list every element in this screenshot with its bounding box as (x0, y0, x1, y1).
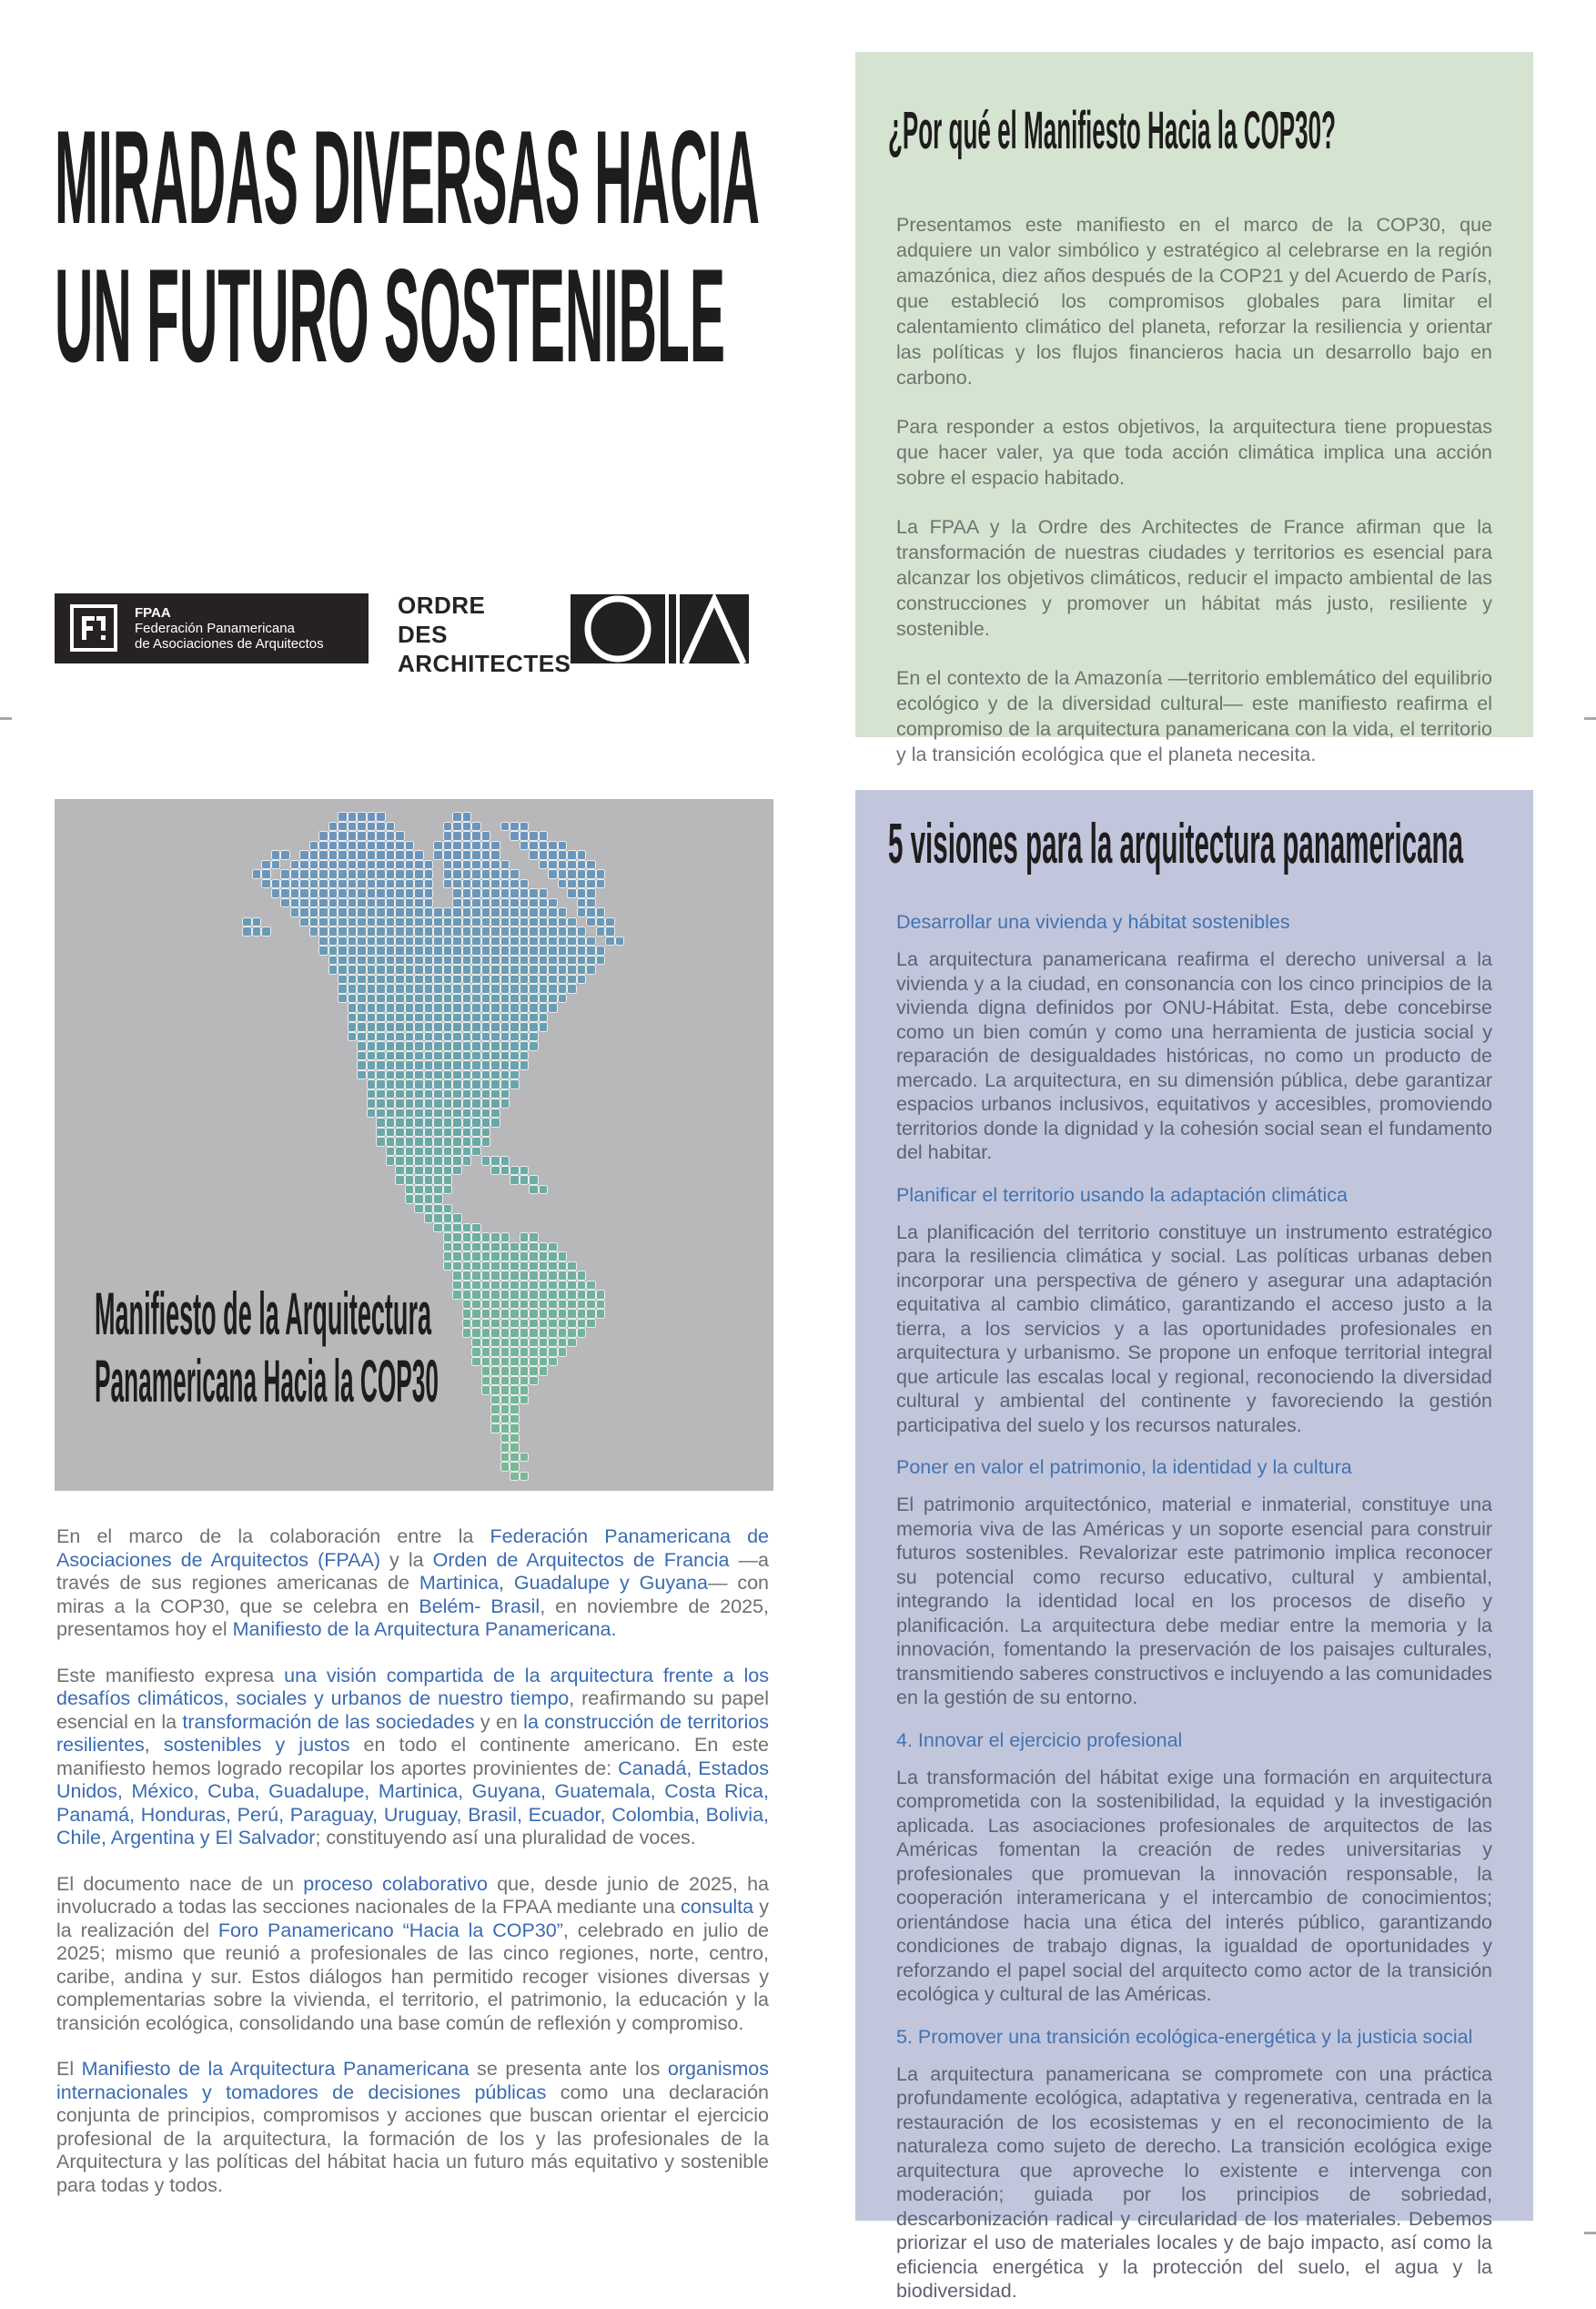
intro-highlight-text: proceso colaborativo (303, 1872, 488, 1895)
intro-plain-text: se presenta ante los (469, 2058, 668, 2080)
fpaa-mark-icon (68, 603, 119, 653)
purple-panel-heading (888, 812, 1507, 877)
intro-plain-text: Este manifiesto expresa (56, 1664, 285, 1686)
intro-highlight-text: transformación de las sociedades (182, 1710, 475, 1733)
intro-plain-text: y en (474, 1710, 524, 1733)
main-title-line2: UN FUTURO SOSTENIBLE (55, 241, 725, 390)
map-caption (95, 1280, 531, 1425)
intro-plain-text: como una declaración conjunta de principios, compromisos y acciones que buscan orientar el ejercicio profesional de la arquitectura, la formación de los y las profesionales de la Arquitectura y las políticas del hábitat hacia un futuro más equitativo y sostenible para todas y todos. (56, 2081, 769, 2196)
intro-highlight-text: una visión compartida de la arquitectura frente a los desafíos climáticos, sociales y urbanos de nuestro tiempo (56, 1664, 770, 1709)
vision-body: La arquitectura panamericana reafirma el derecho universal a la vivienda y a la ciudad, en consonancia con los cinco principios de la vivienda digna definidos por ONU-Hábitat. Esta, debe concebirse como un bien común y como una herramienta de justicia social y reparación de desigualdades históricas, no como un producto de mercado. La arquitectura, en su dimensión pública, debe garantizar espacios urbanos inclusivos, equitativos y accesibles, promoviendo territorios donde la dignidad y la cohesión social sean el fundamento del habitar. (896, 948, 1492, 1163)
intro-text-block (56, 1525, 769, 2220)
intro-plain-text: — con miras a la COP30, que se celebra en (56, 1572, 770, 1617)
intro-plain-text: En el marco de la colaboración entre la (56, 1525, 490, 1547)
intro-highlight-text: Manifiesto de la Arquitectura Panamericana (81, 2058, 470, 2080)
intro-plain-text: El documento nace de un (56, 1872, 304, 1895)
ordre-line1: ORDRE (398, 592, 486, 619)
intro-paragraph (56, 1525, 769, 1642)
crop-mark-right (1584, 717, 1596, 720)
main-title-line1: MIRADAS DIVERSAS HACIA (55, 118, 760, 251)
vision-body: La transformación del hábitat exige una formación en arquitectura comprometida con la sostenibilidad, la equidad y la investigación aplicada. Las asociaciones profesionales de arquitectos de las Américas fomentan la creación de redes universitarias y profesionales que promuevan la innovación responsable, la cooperación interamericana y el intercambio de conocimientos; orientándose hacia una ética del interés público, garantizando condiciones de trabajo dignas, la igualdad de oportunidades y reforzando el papel social del arquitecto como actor de la transición ecológica y cultural de las Américas. (896, 1766, 1492, 2005)
intro-highlight-text: Federación Panamericana de Asociaciones de Arquitectos (FPAA) (56, 1525, 770, 1571)
fpaa-abbr: FPAA (135, 605, 171, 621)
fpaa-logo-text (135, 605, 324, 652)
intro-highlight-text: Foro Panamericano “Hacia la COP30” (217, 1919, 563, 1941)
intro-plain-text: ; constituyendo así una pluralidad de voces. (315, 1827, 696, 1848)
vision-subheading: Desarrollar una vivienda y hábitat sostenibles (896, 911, 1290, 933)
main-title (55, 118, 783, 391)
crop-mark-left (0, 717, 12, 720)
intro-highlight-text: consulta (681, 1896, 754, 1918)
intro-paragraph (56, 1873, 769, 2036)
intro-plain-text: El (56, 2058, 82, 2080)
fpaa-logo (55, 593, 369, 663)
vision-subheading: Planificar el territorio usando la adaptación climática (896, 1183, 1348, 1206)
vision-body: La planificación del territorio constituye un instrumento estratégico para la resiliencia climática y social. Las políticas urbanas deben incorporar una perspectiva de género y asegurar una adaptación equitativa al cambio climático, garantizando el acceso justo a la tierra, a los servicios y a las oportunidades profesionales en arquitectura y urbanismo. Se propone un enfoque territorial integral que articule las escalas local y regional, reconociendo la diversidad cultural y ambiental del continente y favoreciendo la gestión participativa del suelo y los recursos naturales. (896, 1220, 1492, 1436)
intro-paragraph (56, 1665, 769, 1850)
ordre-des-architectes-icon (571, 594, 749, 663)
vision-body: La arquitectura panamericana se compromete con una práctica profundamente ecológica, adaptativa y regenerativa, centrada en la restauración de los ecosistemas y en el reconocimiento de la naturaleza como sujeto de derecho. La transición ecológica exige arquitectura que aproveche lo existente e intervenga con moderación; guiada por los principios de sobriedad, descarbonización radical y circularidad de los materiales. Debemos priorizar el uso de materiales locales y de bajo impacto, así como la eficiencia energética y la protección del suelo, el agua y la biodiversidad. (896, 2062, 1492, 2302)
intro-plain-text: que, desde junio de 2025, ha involucrado a todas las secciones nacionales de la FPAA mediante una (56, 1872, 770, 1918)
vision-body: El patrimonio arquitectónico, material e inmaterial, constituye una memoria viva de las Américas y un soporte esencial para construir futuros sostenibles. Revalorizar este patrimonio implica reconocer su potencial como recurso educativo, cultural y ambiental, integrando la identidad local en los procesos de diseño y planificación. La arquitectura debe mediar entre la memoria y la innovación, fomentando la preservación de los paisajes culturales, transmitiendo saberes constructivos e incluyendo a las comunidades en la gestión de su entorno. (896, 1494, 1492, 1708)
intro-plain-text: —a través de sus regiones americanas de (56, 1548, 769, 1594)
intro-highlight-text: Canadá, Estados Unidos, México, Cuba, Guadalupe, Martinica, Guyana, Guatemala, Costa Rica, Panamá, Honduras, Perú, Paraguay, Uruguay, Brasil, Ecuador, Colombia, Bolivia, Chile, Argentina y El Salvador (56, 1757, 769, 1848)
fpaa-name-line1: Federación Panamericana (135, 621, 295, 636)
green-box-paragraph: Presentamos este manifiesto en el marco de la COP30, que adquiere un valor simbólico y estratégico al celebrarse en la región amazónica, diez años después de la COP21 y del Acuerdo de París, que estableció los compromisos globales para limitar el calentamiento climático del planeta, reforzar la resiliencia y orientar las políticas y los flujos financieros hacia un desarrollo bajo en carbono. (896, 214, 1492, 389)
vision-subheading: 4. Innovar el ejercicio profesional (896, 1728, 1183, 1751)
intro-highlight-text: Manifiesto de la Arquitectura Panamericana. (232, 1618, 617, 1640)
intro-paragraph (56, 2058, 769, 2197)
fpaa-name-line2: de Asociaciones de Arquitectos (135, 636, 324, 652)
ordre-des-architectes-wordmark (398, 591, 571, 678)
intro-plain-text: , reafirmando su papel esencial en la (56, 1687, 769, 1733)
intro-plain-text: , en noviembre de 2025, presentamos hoy el (56, 1595, 769, 1640)
purple-panel-body (896, 892, 1492, 2309)
green-panel-body (896, 212, 1492, 791)
green-heading-text: ¿Por qué el Manifiesto Hacia la COP30? (888, 105, 1336, 160)
intro-highlight-text: Belém- Brasil (419, 1595, 540, 1617)
map-caption-line1: Manifiesto de la Arquitectura (95, 1280, 432, 1347)
green-box-paragraph: En el contexto de la Amazonía —territorio emblemático del equilibrio ecológico y de la diversidad cultural— este manifiesto reafirma el compromiso de la arquitectura panamericana con la vida, el territorio y la transición ecológica que el planeta necesita. (896, 667, 1492, 765)
five-visions-panel (855, 790, 1533, 2302)
crop-mark-bottom-right (1584, 2232, 1596, 2234)
ordre-line2: DES (398, 621, 448, 648)
intro-plain-text: y la realización del (56, 1896, 769, 1941)
intro-plain-text: , celebrado en julio de 2025; mismo que reunió a profesionales de las cinco regiones, norte, centro, caribe, andina y sur. Estos diálogos han permitido recoger visiones diversas y complementarias sobre la vivienda, el territorio, el patrimonio, la educación y la transición ecológica, consolidando una base común de reflexión y compromiso. (56, 1919, 770, 2034)
intro-highlight-text: Martinica, Guadalupe y Guyana (419, 1572, 708, 1594)
green-box-paragraph: Para responder a estos objetivos, la arquitectura tiene propuestas que hacer valer, ya que toda acción climática implica una acción sobre el espacio habitado. (896, 416, 1492, 489)
vision-subheading: 5. Promover una transición ecológica-energética y la justicia social (896, 2025, 1473, 2048)
intro-plain-text: y la (380, 1548, 433, 1571)
vision-subheading: Poner en valor el patrimonio, la identidad y la cultura (896, 1456, 1352, 1478)
intro-highlight-text: la construcción de territorios resilientes, sostenibles y justos (56, 1710, 769, 1756)
intro-highlight-text: Orden de Arquitectos de Francia (432, 1548, 730, 1571)
green-panel-heading (888, 105, 1416, 165)
purple-heading-text: 5 visiones para la arquitectura panamericana (888, 813, 1464, 876)
why-manifesto-panel (855, 52, 1533, 765)
map-caption-line2: Panamericana Hacia la COP30 (95, 1347, 439, 1414)
map-panel (55, 799, 773, 1491)
intro-plain-text: en todo el continente americano. En este manifiesto hemos logrado recopilar los aportes provinientes de: (56, 1734, 769, 1779)
intro-highlight-text: organismos internacionales y tomadores de decisiones públicas (56, 2058, 769, 2103)
ordre-line3: ARCHITECTES (398, 650, 571, 677)
green-box-paragraph: La FPAA y la Ordre des Architectes de France afirman que la transformación de nuestras ciudades y territorios es esencial para alcanzar los objetivos climáticos, reducir el impacto ambiental de las construcciones y promover un hábitat más justo, resiliente y sostenible. (896, 516, 1492, 640)
